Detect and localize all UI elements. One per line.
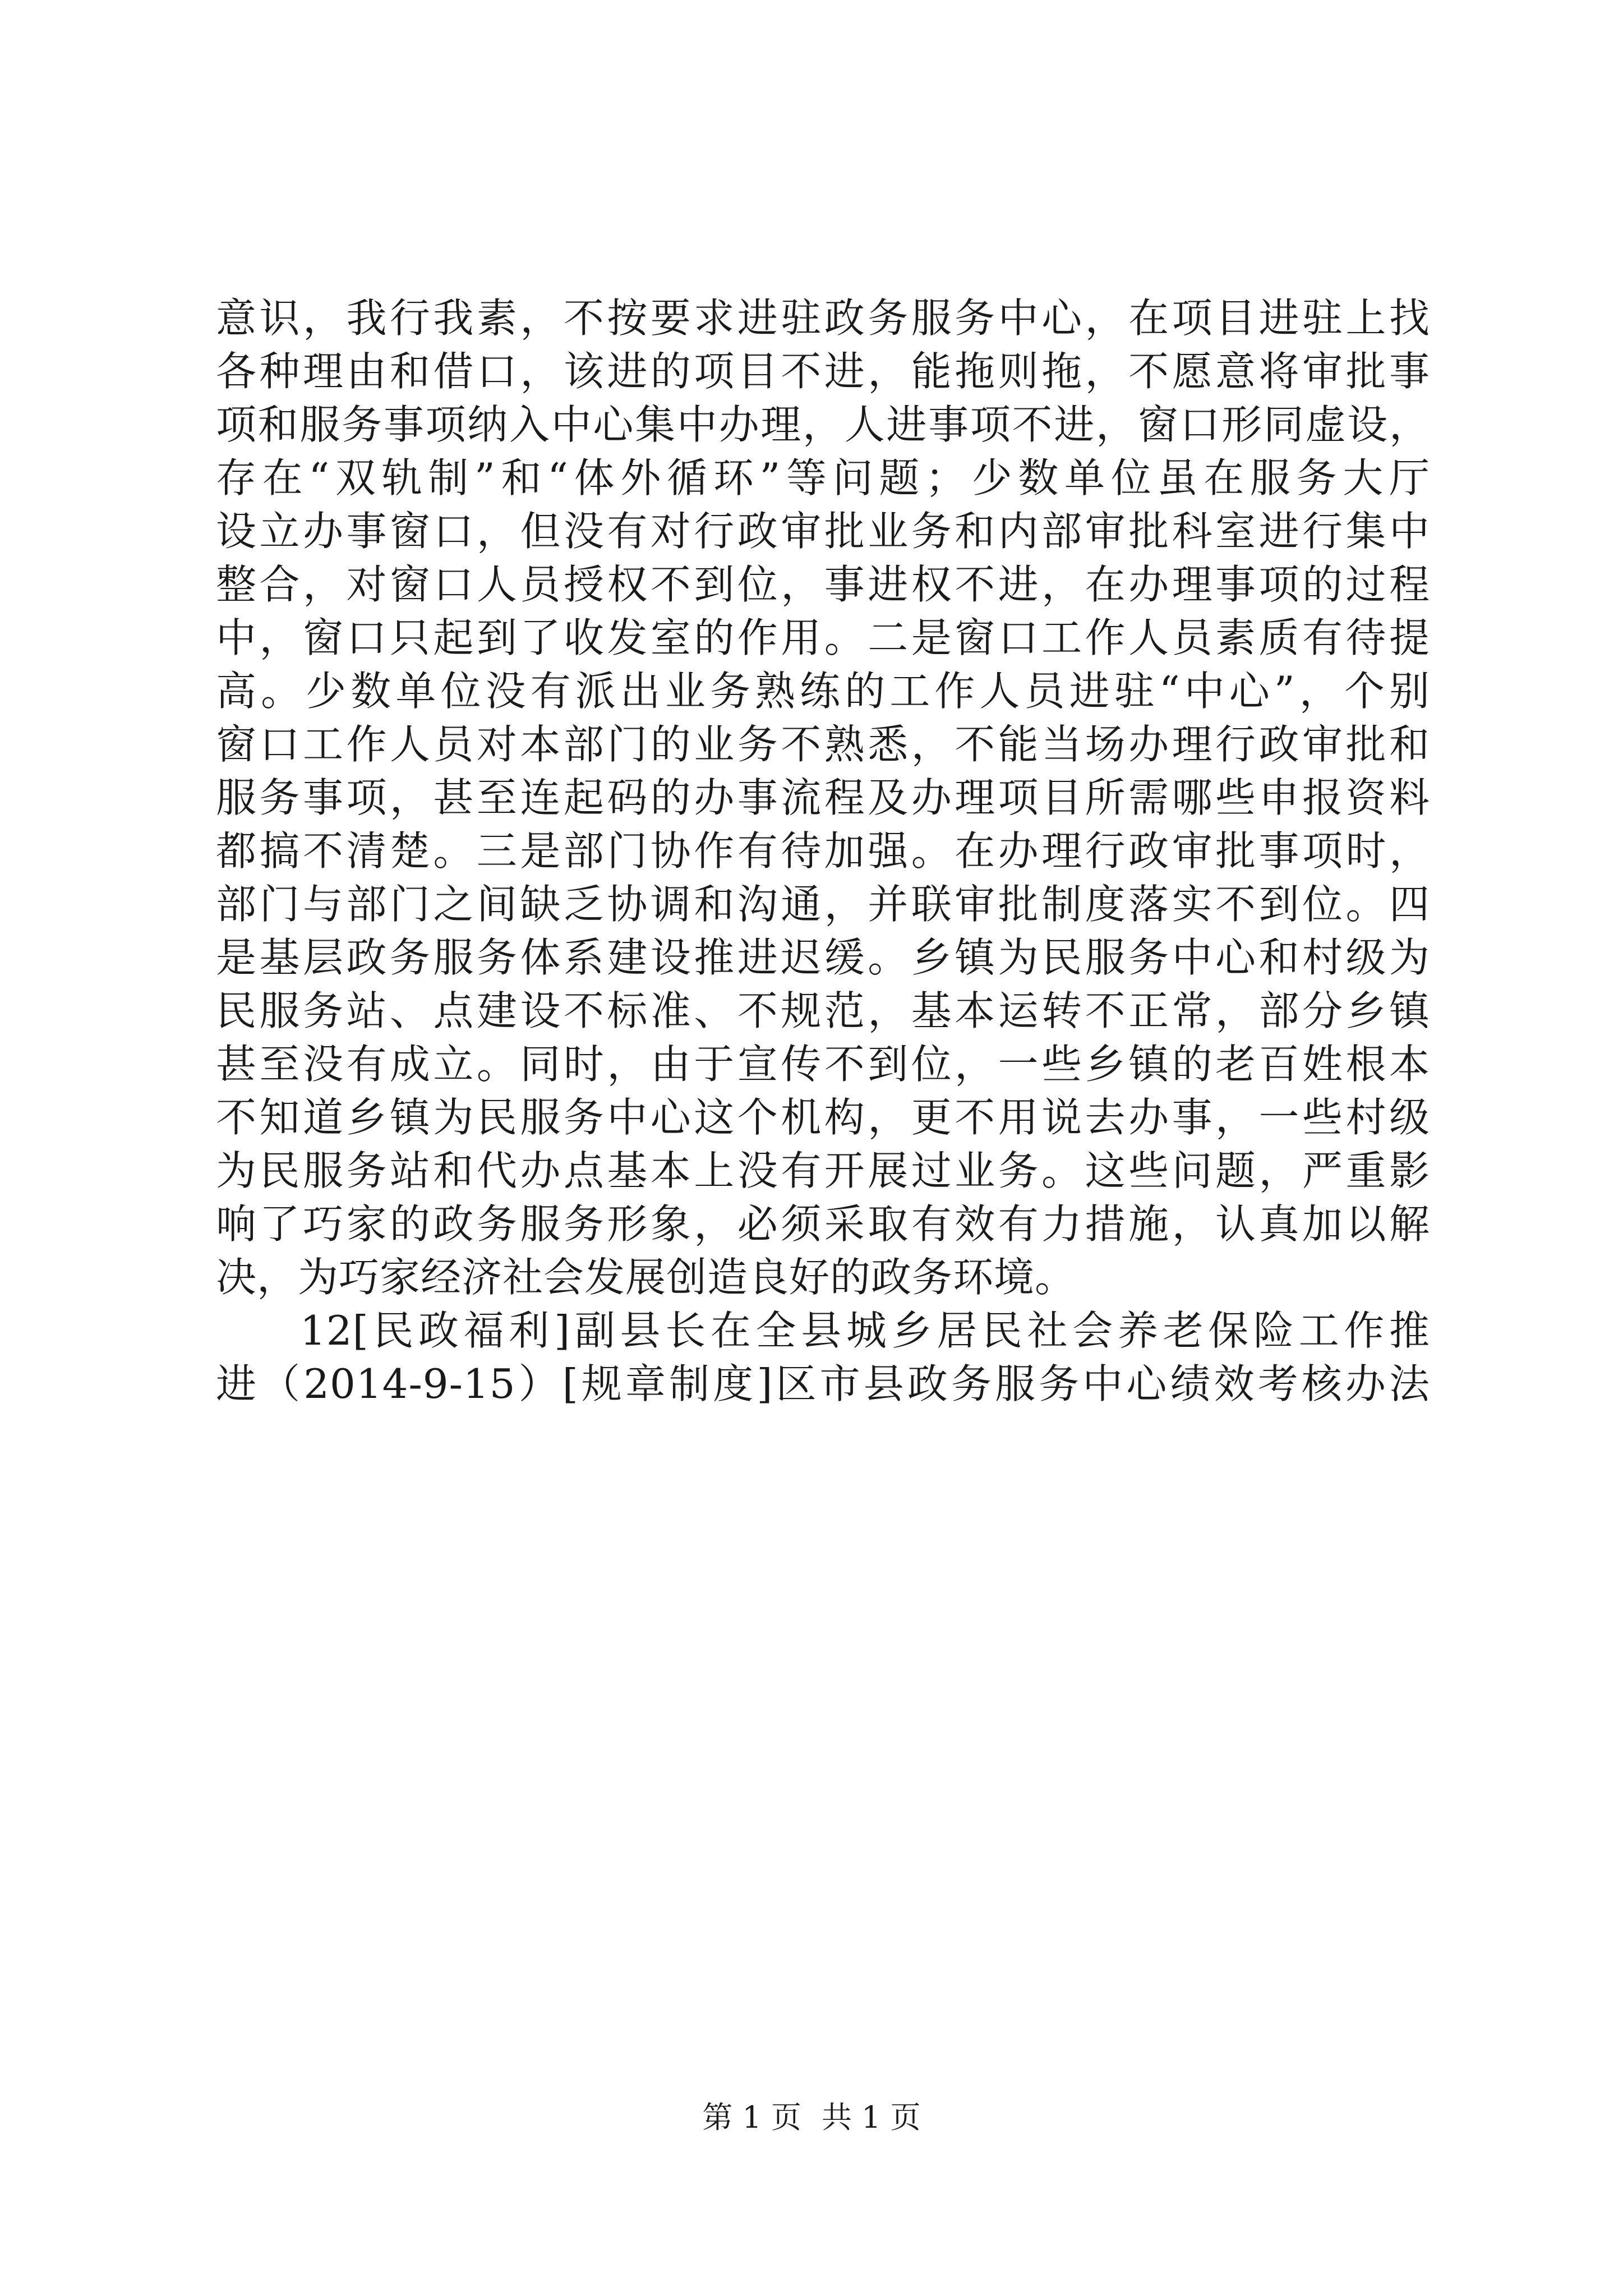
text-line: 整合，对窗口人员授权不到位，事进权不进，在办理事项的过程 bbox=[216, 561, 1430, 608]
page-number: 第 1 页 bbox=[702, 2100, 801, 2135]
text-line: 12[民政福利]副县长在全县城乡居民社会养老保险工作推 bbox=[300, 1307, 1430, 1354]
text-line: 存在“双轨制”和“体外循环”等问题；少数单位虽在服务大厅 bbox=[216, 454, 1430, 501]
text-line: 是基层政务服务体系建设推进迟缓。乡镇为民服务中心和村级为 bbox=[216, 934, 1430, 981]
text-line: 中，窗口只起到了收发室的作用。二是窗口工作人员素质有待提 bbox=[216, 614, 1430, 661]
text-line: 高。少数单位没有派出业务熟练的工作人员进驻“中心”，个别 bbox=[216, 668, 1430, 715]
text-line: 部门与部门之间缺乏协调和沟通，并联审批制度落实不到位。四 bbox=[216, 881, 1430, 928]
text-line: 为民服务站和代办点基本上没有开展过业务。这些问题，严重影 bbox=[216, 1147, 1430, 1194]
text-line: 决，为巧家经济社会发展创造良好的政务环境。 bbox=[216, 1254, 1076, 1301]
text-line: 进（2014-9-15）[规章制度]区市县政务服务中心绩效考核办法 bbox=[216, 1360, 1430, 1407]
text-line: 响了巧家的政务服务形象，必须采取有效有力措施，认真加以解 bbox=[216, 1200, 1430, 1248]
page-total: 共 1 页 bbox=[822, 2100, 921, 2135]
text-line: 民服务站、点建设不标准、不规范，基本运转不正常，部分乡镇 bbox=[216, 987, 1430, 1034]
text-line: 项和服务事项纳入中心集中办理，人进事项不进，窗口形同虚设， bbox=[216, 401, 1430, 448]
text-line: 各种理由和借口，该进的项目不进，能拖则拖，不愿意将审批事 bbox=[216, 348, 1430, 395]
text-line: 窗口工作人员对本部门的业务不熟悉，不能当场办理行政审批和 bbox=[216, 721, 1430, 768]
text-line: 意识，我行我素，不按要求进驻政务服务中心，在项目进驻上找 bbox=[216, 295, 1430, 342]
body-text bbox=[216, 292, 1430, 1411]
text-line: 都搞不清楚。三是部门协作有待加强。在办理行政审批事项时， bbox=[216, 827, 1430, 875]
text-line: 甚至没有成立。同时，由于宣传不到位，一些乡镇的老百姓根本 bbox=[216, 1041, 1430, 1088]
text-line: 服务事项，甚至连起码的办事流程及办理项目所需哪些申报资料 bbox=[216, 774, 1430, 821]
page-footer bbox=[0, 2098, 1623, 2137]
text-line: 设立办事窗口，但没有对行政审批业务和内部审批科室进行集中 bbox=[216, 508, 1430, 555]
text-line: 不知道乡镇为民服务中心这个机构，更不用说去办事，一些村级 bbox=[216, 1094, 1430, 1141]
